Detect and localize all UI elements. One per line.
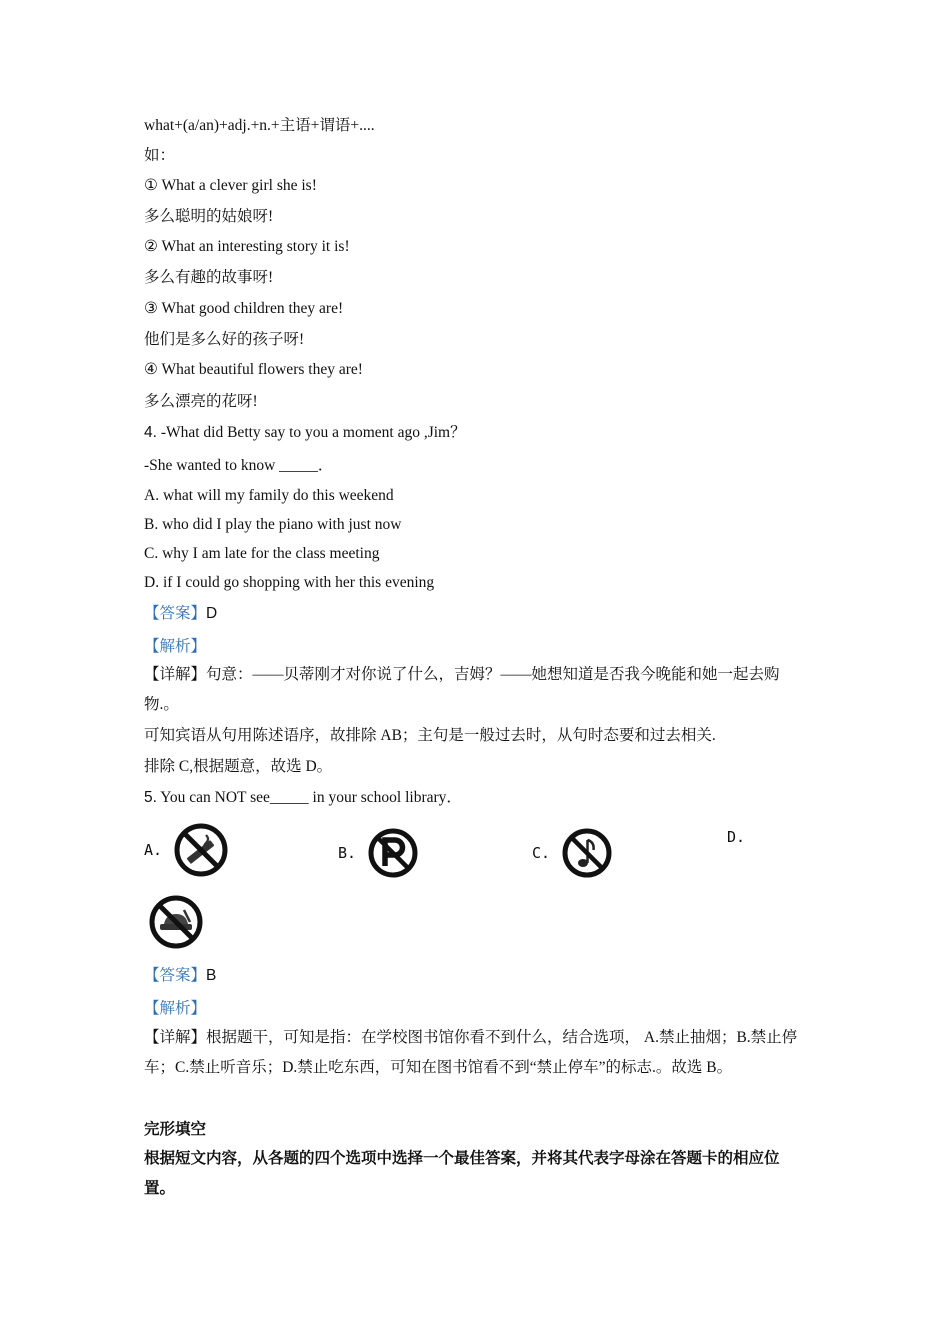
answer-label: 【答案】 xyxy=(144,967,207,984)
example-intro: 如： xyxy=(144,147,176,164)
question-4-line2: -She wanted to know _____． xyxy=(144,457,334,474)
example-3-zh: 他们是多么好的孩子呀! xyxy=(144,331,305,348)
question-4-detail: 【详解】句意：——贝蒂刚才对你说了什么，吉姆？——她想知道是否我今晚能和她一起去购物.。 xyxy=(144,666,780,713)
question-4-analysis-label: 【解析】 xyxy=(144,638,207,655)
no-parking-icon xyxy=(366,826,420,880)
option-d xyxy=(727,828,755,846)
option-c xyxy=(532,826,614,880)
question-4-detail-2: 可知宾语从句用陈述语序，故排除 AB；主句是一般过去时，从句时态要和过去相关. xyxy=(144,727,716,744)
example-2-en: ② What an interesting story it is! xyxy=(144,238,350,255)
question-5-number: 5. xyxy=(144,789,157,806)
option-a-letter: A. xyxy=(144,841,163,859)
question-5-options xyxy=(144,818,814,888)
no-smoking-icon xyxy=(172,821,230,879)
question-5 xyxy=(144,788,462,808)
answer-value: B xyxy=(206,967,217,984)
question-4 xyxy=(144,423,466,443)
question-4-option-a: A. what will my family do this weekend xyxy=(144,487,394,504)
question-5-analysis-label: 【解析】 xyxy=(144,1000,207,1017)
option-d-letter: D. xyxy=(727,828,746,846)
example-2-zh: 多么有趣的故事呀! xyxy=(144,269,274,286)
question-4-detail-3: 排除 C,根据题意，故选 D。 xyxy=(144,758,333,775)
no-music-icon xyxy=(560,826,614,880)
question-5-detail: 【详解】根据题干，可知是指：在学校图书馆你看不到什么，结合选项， A.禁止抽烟；B.禁止停车；C.禁止听音乐；D.禁止吃东西，可知在图书馆看不到“禁止停车”的标志.。故选 B。 xyxy=(144,1029,798,1076)
example-4-zh: 多么漂亮的花呀! xyxy=(144,393,258,410)
question-4-answer xyxy=(144,604,217,624)
grammar-pattern: what+(a/an)+adj.+n.+主语+谓语+.... xyxy=(144,117,375,134)
question-4-number: 4. xyxy=(144,424,157,441)
option-b xyxy=(338,826,420,880)
no-eating-icon xyxy=(146,892,206,952)
answer-value: D xyxy=(206,605,218,622)
section-instruction: 根据短文内容，从各题的四个选项中选择一个最佳答案，并将其代表字母涂在答题卡的相应位置。 xyxy=(144,1150,780,1197)
question-5-answer xyxy=(144,966,216,986)
example-1-zh: 多么聪明的姑娘呀! xyxy=(144,208,274,225)
question-4-option-b: B. who did I play the piano with just now xyxy=(144,516,402,533)
example-3-en: ③ What good children they are! xyxy=(144,300,344,317)
option-c-letter: C. xyxy=(532,844,551,862)
question-5-text: You can NOT see_____ in your school library． xyxy=(160,789,462,806)
example-4-en: ④ What beautiful flowers they are! xyxy=(144,361,363,378)
example-1-en: ① What a clever girl she is! xyxy=(144,177,317,194)
question-4-option-c: C. why I am late for the class meeting xyxy=(144,545,380,562)
answer-label: 【答案】 xyxy=(144,605,207,622)
option-a xyxy=(144,821,230,879)
section-title: 完形填空 xyxy=(144,1121,207,1138)
question-4-text: -What did Betty say to you a moment ago ,Jim？ xyxy=(160,424,466,441)
question-4-option-d: D. if I could go shopping with her this evening xyxy=(144,574,435,591)
option-b-letter: B. xyxy=(338,844,357,862)
